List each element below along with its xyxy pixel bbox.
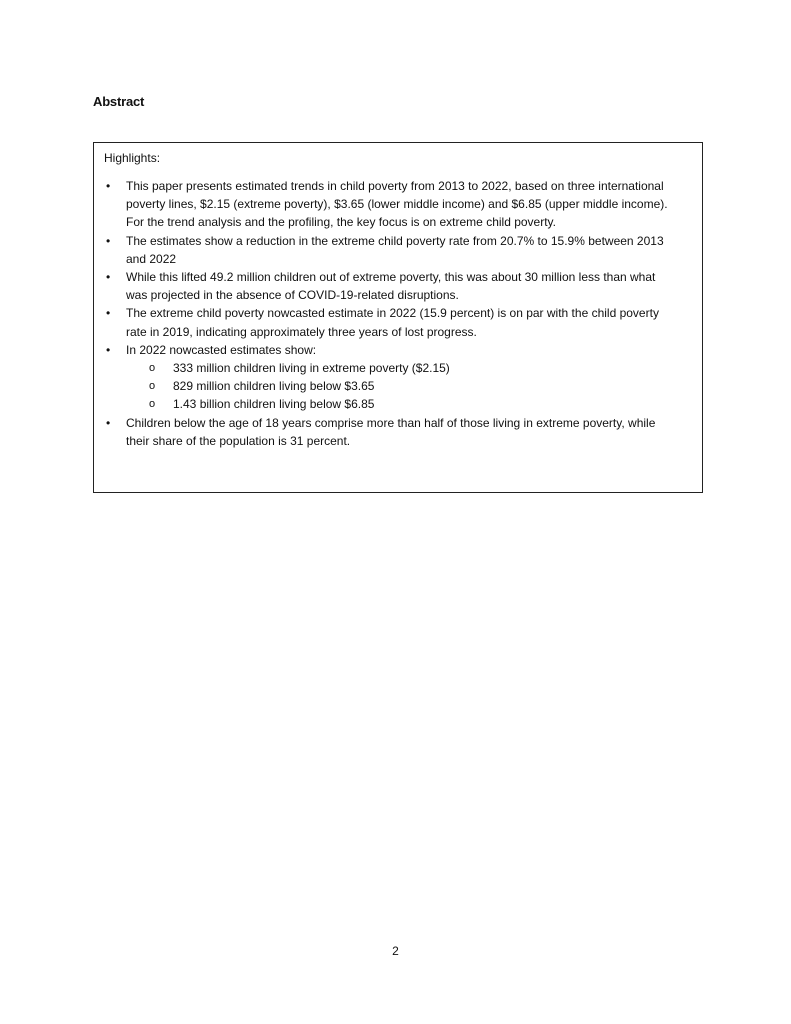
sub-bullet-icon: o <box>149 362 156 375</box>
sub-bullet-icon: o <box>149 398 156 411</box>
sub-list-item-text: 829 million children living below $3.65 <box>173 379 375 394</box>
highlights-title: Highlights: <box>104 151 161 165</box>
list-item <box>94 232 702 268</box>
sub-list-item-text: 333 million children living in extreme poverty ($2.15) <box>173 361 450 376</box>
list-item-text: The estimates show a reduction in the extreme child poverty rate from 20.7% to 15.9% between 2013 and 2022 <box>126 233 664 266</box>
sub-list-item <box>126 377 680 395</box>
page-number: 2 <box>392 944 399 958</box>
bullet-icon: • <box>106 306 111 321</box>
bullet-icon: • <box>106 233 111 248</box>
list-item-text: While this lifted 49.2 million children out of extreme poverty, this was about 30 million less than what was projected in the absence of COVID-19-related disruptions. <box>126 270 656 303</box>
list-item-text: This paper presents estimated trends in child poverty from 2013 to 2022, based on three international poverty lines, $2.15 (extreme poverty), $3.65 (lower middle income) and $6.85 (upper middle income). For the trend analysis and the profiling, the key focus is on extreme child poverty. <box>126 179 668 230</box>
list-item <box>94 304 702 340</box>
sub-list <box>126 359 680 414</box>
list-item <box>94 177 702 232</box>
sub-list-item <box>126 359 680 377</box>
sub-list-item <box>126 395 680 413</box>
list-item <box>94 414 702 450</box>
bullet-icon: • <box>106 415 111 430</box>
bullet-icon: • <box>106 179 111 193</box>
sub-list-item-text: 1.43 billion children living below $6.85 <box>173 397 375 412</box>
list-item-text: Children below the age of 18 years comprise more than half of those living in extreme poverty, while their share of the population is 31 percent. <box>126 415 656 448</box>
list-item-text: The extreme child poverty nowcasted estimate in 2022 (15.9 percent) is on par with the child poverty rate in 2019, indicating approximately three years of lost progress. <box>126 306 659 339</box>
highlights-list <box>94 177 702 450</box>
bullet-icon: • <box>106 342 111 357</box>
list-item <box>94 268 702 304</box>
abstract-heading: Abstract <box>93 94 145 109</box>
list-item-text: In 2022 nowcasted estimates show: <box>126 342 317 357</box>
highlights-box <box>93 142 703 493</box>
list-item <box>94 341 702 414</box>
sub-bullet-icon: o <box>149 380 156 393</box>
bullet-icon: • <box>106 270 111 285</box>
